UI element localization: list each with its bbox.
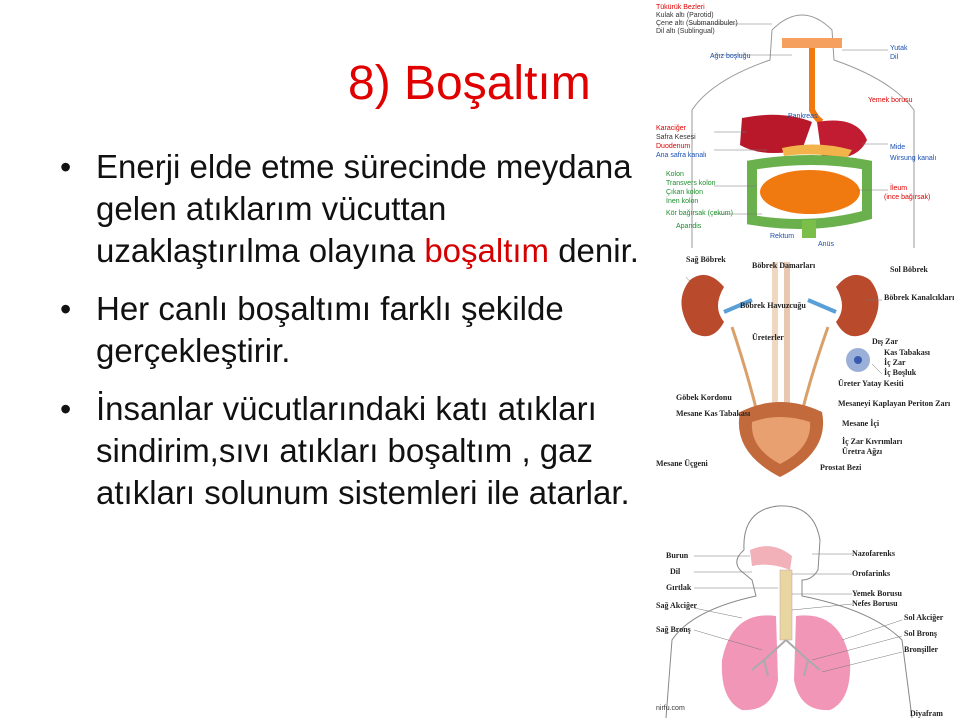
label-ince-bagirsak: (ince bağırsak) bbox=[884, 194, 931, 201]
label-anus: Anüs bbox=[818, 241, 834, 248]
label-periton-zari: Mesaneyi Kaplayan Periton Zarı bbox=[838, 399, 951, 408]
label-kolon: Kolon bbox=[666, 171, 684, 178]
label-rektum: Rektum bbox=[770, 233, 795, 240]
label-nazofarenks: Nazofarenks bbox=[852, 549, 895, 558]
label-parotid: Kulak altı (Parotid) bbox=[656, 12, 714, 19]
label-mesane-ici: Mesane İçi bbox=[842, 419, 880, 428]
label-gobek-kordonu: Göbek Kordonu bbox=[676, 393, 732, 402]
label-dil-resp: Dil bbox=[670, 567, 681, 576]
label-kas-tabakasi: Kas Tabakası bbox=[884, 348, 931, 357]
label-bobrek-havuzcugu: Böbrek Havuzcuğu bbox=[740, 301, 806, 310]
label-ureter-yatay-kesiti: Üreter Yatay Kesiti bbox=[838, 379, 904, 388]
label-girtlak: Gırtlak bbox=[666, 583, 692, 592]
label-pankreas: Pankreas bbox=[788, 113, 818, 120]
label-burun: Burun bbox=[666, 551, 689, 560]
bullet-item: • İnsanlar vücutlarındaki katı atıkları sindirim,sıvı atıkları boşaltım , gaz atıkları solunum sistemleri ile atarlar. bbox=[60, 390, 630, 511]
label-bobrek-kanalciklari: Böbrek Kanalcıkları bbox=[884, 293, 954, 302]
label-ureterler: Üreterler bbox=[752, 333, 784, 342]
label-apandis: Apandis bbox=[676, 223, 702, 230]
label-inen-kolon: İnen kolon bbox=[666, 198, 699, 205]
label-yemek-borusu-resp: Yemek Borusu bbox=[852, 589, 903, 598]
label-agiz-boslugu: Ağız boşluğu bbox=[710, 53, 751, 60]
label-orofarinks: Orofarinks bbox=[852, 569, 891, 578]
label-nefes-borusu: Nefes Borusu bbox=[852, 599, 898, 608]
label-yemek-borusu: Yemek borusu bbox=[868, 97, 913, 104]
label-ana-safra-kanali: Ana safra kanalı bbox=[656, 152, 707, 159]
bullet-item: • Enerji elde etme sürecinde meydana gelen atıklarım vücuttan uzaklaştırılma olayına boşaltım denir. bbox=[60, 148, 639, 269]
label-ileum: İleum bbox=[890, 185, 908, 192]
label-dis-zar: Dış Zar bbox=[872, 337, 898, 346]
label-dil: Dil bbox=[890, 54, 899, 61]
label-sag-brons: Sağ Bronş bbox=[656, 625, 691, 634]
label-diyafram: Diyafram bbox=[910, 709, 943, 718]
bullet-dot-icon: • bbox=[60, 149, 72, 185]
bullet-dot-icon: • bbox=[60, 391, 72, 427]
label-kor-bagirsak: Kör bağırsak (çekum) bbox=[666, 210, 733, 217]
label-bronsiller: Bronşiller bbox=[904, 645, 939, 654]
label-sol-akciger: Sol Akciğer bbox=[904, 613, 944, 622]
label-mesane-kas-tabakasi: Mesane Kas Tabakası bbox=[676, 409, 751, 418]
label-submandibuler: Çene altı (Submandibuler) bbox=[656, 20, 738, 27]
label-mesane-ucgeni: Mesane Üçgeni bbox=[656, 459, 708, 468]
label-duodenum: Duodenum bbox=[656, 143, 691, 150]
urinary-system-image bbox=[652, 252, 954, 492]
label-sublingual: Dil altı (Sublingual) bbox=[656, 28, 715, 35]
label-ic-zar: İç Zar bbox=[884, 358, 906, 367]
label-yutak: Yutak bbox=[890, 45, 908, 52]
image-credit: nirfu.com bbox=[656, 705, 685, 712]
label-karaciger: Karaciğer bbox=[656, 125, 686, 132]
label-cikan-kolon: Çıkan kolon bbox=[666, 189, 703, 196]
label-sol-brons: Sol Bronş bbox=[904, 629, 937, 638]
label-wirsung-kanali: Wirsung kanalı bbox=[890, 155, 937, 162]
label-safra-kesesi: Safra Kesesi bbox=[656, 134, 696, 141]
label-prostat-bezi: Prostat Bezi bbox=[820, 463, 862, 472]
label-ic-bosluk: İç Boşluk bbox=[884, 368, 917, 377]
label-sag-bobrek: Sağ Böbrek bbox=[686, 255, 726, 264]
label-sag-akciger: Sağ Akciğer bbox=[656, 601, 698, 610]
label-uretra-agzi: Üretra Ağzı bbox=[842, 447, 883, 456]
slide-title: 8) Boşaltım bbox=[348, 57, 591, 110]
bullet-list bbox=[58, 146, 658, 530]
label-tukuruk-bezleri: Tükürük Bezleri bbox=[656, 4, 705, 11]
label-transvers-kolon: Transvers kolon bbox=[666, 180, 716, 187]
respiratory-system-image bbox=[652, 500, 954, 718]
bullet-dot-icon: • bbox=[60, 291, 72, 327]
label-sol-bobrek: Sol Böbrek bbox=[890, 265, 928, 274]
highlight-term: boşaltım bbox=[424, 232, 550, 269]
label-bobrek-damarlari: Böbrek Damarları bbox=[752, 261, 816, 270]
bullet-item: • Her canlı boşaltımı farklı şekilde gerçekleştirir. bbox=[60, 290, 564, 369]
label-mide: Mide bbox=[890, 144, 906, 151]
label-ic-zar-kivrimlari: İç Zar Kıvrımları bbox=[842, 437, 903, 446]
digestive-system-image bbox=[652, 0, 954, 248]
